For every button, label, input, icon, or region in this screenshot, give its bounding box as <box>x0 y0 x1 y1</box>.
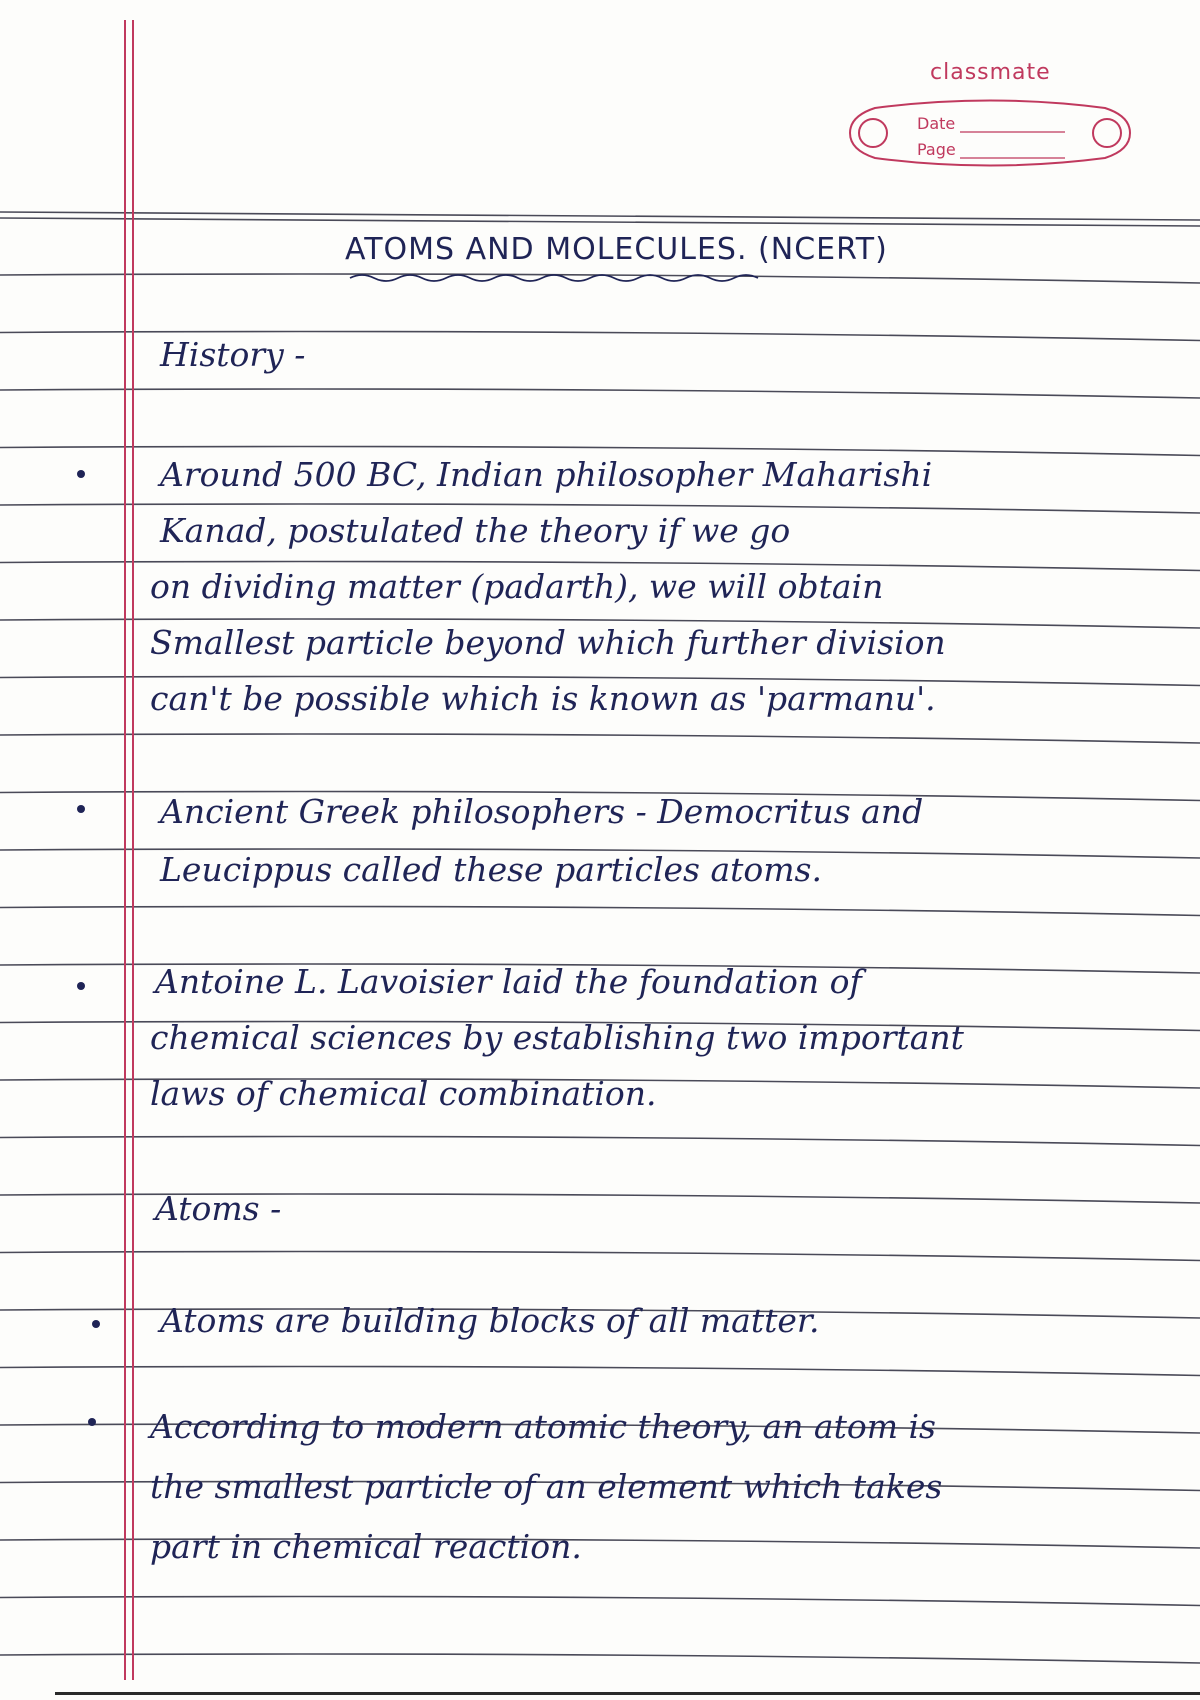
note-line: laws of chemical combination. <box>150 1074 657 1113</box>
bullet-dot <box>77 982 85 990</box>
date-label: Date <box>917 114 956 133</box>
bullet-dot <box>77 470 85 478</box>
note-line: Kanad, postulated the theory if we go <box>160 511 791 550</box>
note-line: Around 500 BC, Indian philosopher Maharishi <box>160 455 933 494</box>
note-line: Atoms are building blocks of all matter. <box>160 1301 820 1340</box>
note-line: chemical sciences by establishing two important <box>150 1018 964 1057</box>
note-line: on dividing matter (padarth), we will obtain <box>150 567 884 606</box>
note-line: can't be possible which is known as 'parmanu'. <box>150 679 936 718</box>
ruled-line <box>0 1597 1200 1606</box>
ruled-line <box>0 734 1200 743</box>
bullet-dot <box>92 1320 100 1328</box>
note-line: According to modern atomic theory, an atom is <box>150 1407 936 1446</box>
ruled-line <box>0 1252 1200 1261</box>
bullet-dot <box>77 805 85 813</box>
note-line: Ancient Greek philosophers - Democritus and <box>160 792 924 831</box>
brand-logo: classmate <box>930 60 1051 85</box>
badge-frame <box>845 88 1135 178</box>
note-line: Antoine L. Lavoisier laid the foundation of <box>155 962 862 1001</box>
date-page-badge <box>845 88 1135 178</box>
page-title: ATOMS AND MOLECULES. (NCERT) <box>345 232 888 267</box>
ruled-line <box>0 1367 1200 1376</box>
note-line: Leucippus called these particles atoms. <box>160 850 822 889</box>
ruled-line <box>0 907 1200 916</box>
section-heading-atoms: Atoms - <box>155 1189 282 1228</box>
note-line: part in chemical reaction. <box>150 1527 582 1566</box>
ruled-line <box>0 1137 1200 1146</box>
title-underline <box>350 275 758 281</box>
ruled-line <box>0 389 1200 398</box>
page-label: Page <box>917 140 956 159</box>
section-heading-history: History - <box>160 335 306 374</box>
note-line: Smallest particle beyond which further division <box>150 623 946 662</box>
note-line: the smallest particle of an element which takes <box>150 1467 943 1506</box>
ruled-line <box>0 1654 1200 1663</box>
page-bottom-edge <box>55 1692 1200 1695</box>
bullet-dot <box>88 1418 96 1426</box>
